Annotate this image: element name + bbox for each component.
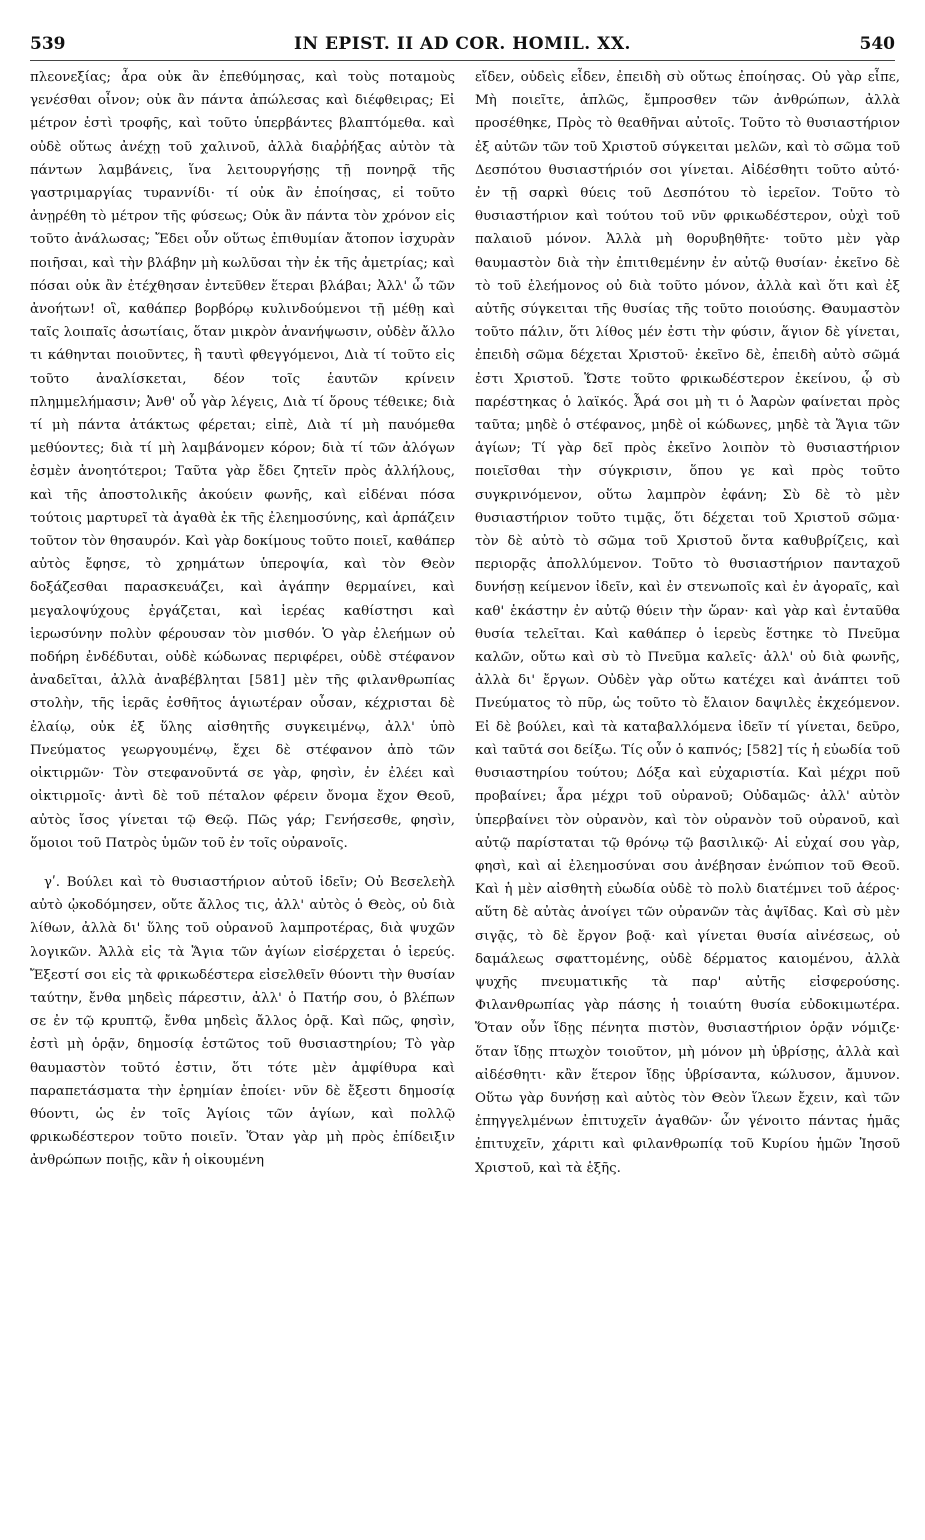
left-paragraph-2: γʹ. Βούλει καὶ τὸ θυσιαστήριον αὐτοῦ ἰδεῖν; Οὐ Βεσελεὴλ αὐτὸ ᾠκοδόμησεν, οὔτε ἄλλος τις, ἀλλ' αὐτὸς ὁ Θεὸς, οὐ διὰ λίθων, ἀλλὰ δι' ὕλης τοῦ οὐρανοῦ λαμπροτέρας, διὰ ψυχῶν λογικῶν. Ἀλλὰ εἰς τὰ Ἅγια τῶν ἁγίων εἰσέρχεται ὁ ἱερεύς. Ἔξεστί σοι εἰς τὰ φρικωδέστερα εἰσελθεῖν θύοντι τὴν θυσίαν ταύτην, ἔνθα μηδεὶς πάρεστιν, ἀλλ' ὁ Πατήρ σου, ὁ βλέπων σε ἐν τῷ κρυπτῷ, ἔνθα μηδεὶς ἄλλος ὁρᾷ. Καὶ πῶς, φησὶν, ἐστὶ μὴ ὁρᾷν, δημοσίᾳ ἑστῶτος τοῦ θυσιαστηρίου; Τὸ γὰρ θαυμαστὸν τοῦτό ἐστιν, ὅτι τότε μὲν ἀμφίθυρα καὶ παραπετάσματα τὴν ἐρημίαν ἐποίει· νῦν δὲ ἔξεστι δημοσίᾳ θύοντι, ὡς ἐν τοῖς Ἁγίοις τῶν ἁγίων, καὶ πολλῷ φρικωδέστερον τοῦτο ποιεῖν. Ὅταν γὰρ μὴ πρὸς ἐπίδειξιν ἀνθρώπων ποιῇς, κἂν ἡ οἰκουμένη	[30, 874, 455, 1169]
header-rule	[30, 60, 895, 61]
page-number-right: 540	[859, 34, 895, 54]
right-paragraph-1: εἴδεν, οὐδεὶς εἶδεν, ἐπειδὴ σὺ οὕτως ἐποίησας. Οὐ γὰρ εἶπε, Μὴ ποιεῖτε, ἁπλῶς, ἔμπροσθεν τῶν ἀνθρώπων, ἀλλὰ προσέθηκε, Πρὸς τὸ θεαθῆναι αὐτοῖς. Τοῦτο τὸ θυσιαστήριον ἐξ αὐτῶν τῶν τοῦ Χριστοῦ σύγκειται μελῶν, καὶ τὸ σῶμα τοῦ Δεσπότου θυσιαστήριόν σοι γίνεται. Αἰδέσθητι τοῦτο αὐτό· ἐν τῇ σαρκὶ θύεις τοῦ Δεσπότου τὸ ἱερεῖον. Τοῦτο τὸ θυσιαστήριον καὶ τούτου τοῦ νῦν φρικωδέστερον, οὐχὶ τοῦ παλαιοῦ μόνον. Ἀλλὰ μὴ θορυβηθῆτε· τοῦτο μὲν γὰρ θαυμαστὸν διὰ τὴν ἐπιτιθεμένην ἐν αὐτῷ θυσίαν· ἐκεῖνο δὲ τὸ τοῦ ἐλεήμονος οὐ διὰ τοῦτο μόνον, ἀλλὰ καὶ ὅτι καὶ ἐξ αὐτῆς σύγκειται τῆς θυσίας τῆς τοῦτο ποιούσης. Θαυμαστὸν τοῦτο πάλιν, ὅτι λίθος μέν ἐστι τὴν φύσιν, ἅγιον δὲ γίνεται, ἐπειδὴ σῶμα δέχεται Χριστοῦ· ἐκεῖνο δὲ, ἐπειδὴ αὐτὸ σῶμά ἐστι Χριστοῦ. Ὥστε τοῦτο φρικωδέστερον ἐκείνου, ᾧ σὺ παρέστηκας ὁ λαϊκός. Ἆρά σοι μὴ τι ὁ Ἀαρὼν φαίνεται πρὸς ταῦτα; μηδὲ ὁ στέφανος, μηδὲ οἱ κώδωνες, μηδὲ τὰ Ἅγια τῶν ἁγίων; Τί γὰρ δεῖ πρὸς ἐκεῖνο λοιπὸν τὸ θυσιαστήριον ποιεῖσθαι τὴν σύγκρισιν, ὅπου γε καὶ πρὸς τοῦτο συγκρινόμενον, οὕτω λαμπρὸν ἐφάνη; Σὺ δὲ τὸ μὲν θυσιαστήριον τοῦτο τιμᾷς, ὅτι δέχεται τοῦ Χριστοῦ σῶμα· τὸν δὲ αὐτὸ τὸ σῶμα τοῦ Χριστοῦ ὄντα καθυβρίζεις, καὶ περιορᾷς ἀπολλύμενον. Τοῦτο τὸ θυσιαστήριον πανταχοῦ δυνήσῃ κείμενον ἰδεῖν, καὶ ἐν στενωποῖς καὶ ἐν ἀγοραῖς, καὶ καθ' ἑκάστην ἐν αὐτῷ θύειν τὴν ὥραν· καὶ γὰρ καὶ ἐνταῦθα θυσία τελεῖται. Καὶ καθάπερ ὁ ἱερεὺς ἕστηκε τὸ Πνεῦμα καλῶν, οὕτω καὶ σὺ τὸ Πνεῦμα καλεῖς· ἀλλ' οὐ διὰ φωνῆς, ἀλλὰ δι' ἔργων. Οὐδὲν γὰρ οὕτω κατέχει καὶ ἀνάπτει τοῦ Πνεύματος τὸ πῦρ, ὡς τοῦτο τὸ ἔλαιον δαψιλὲς ἐκχεόμενον. Εἰ δὲ βούλει, καὶ τὰ καταβαλλόμενα ἰδεῖν τί γίνεται, δεῦρο, καὶ ταῦτά σοι δείξω. Τίς οὖν ὁ καπνός; [582] τίς ἡ εὐωδία τοῦ θυσιαστηρίου τούτου; Δόξα καὶ εὐχαριστία. Καὶ μέχρι ποῦ προβαίνει; ἆρα μέχρι τοῦ οὐρανοῦ; Οὐδαμῶς· ἀλλ' αὐτὸν ὑπερβαίνει τὸν οὐρανὸν, καὶ τὸν οὐρανὸν τοῦ οὐρανοῦ, καὶ αὐτῷ παρίσταται τῷ θρόνῳ τῷ βασιλικῷ· Αἱ εὐχαί σου γὰρ, φησὶ, καὶ αἱ ἐλεημοσύναι σου ἀνέβησαν ἐνώπιον τοῦ Θεοῦ. Καὶ ἡ μὲν αἰσθητὴ εὐωδία οὐδὲ τὸ πολὺ διατέμνει τοῦ ἀέρος· αὕτη δὲ αὐτὰς ἀνοίγει τῶν οὐρανῶν τὰς ἁψῖδας. Καὶ σὺ μὲν σιγᾷς, τὸ δὲ ἔργον βοᾷ· καὶ γίνεται θυσία αἰνέσεως, οὐ δαμάλεως σφαττομένης, οὐδὲ δέρματος καιομένου, ἀλλὰ ψυχῆς πνευματικῆς τὰ παρ' αὐτῆς εἰσφερούσης. Φιλανθρωπίας γὰρ πάσης ἡ τοιαύτη θυσία εὐδοκιμωτέρα. Ὅταν οὖν ἴδῃς πένητα πιστὸν, θυσιαστήριον ὁρᾷν νόμιζε· ὅταν ἴδῃς πτωχὸν τοιοῦτον, μὴ μόνον μὴ ὑβρίσῃς, ἀλλὰ καὶ αἰδέσθητι· κἂν ἕτερον ἴδῃς ὑβρίσαντα, κώλυσον, ἄμυνον. Οὕτω γὰρ δυνήσῃ καὶ αὐτὸς τὸν Θεὸν ἵλεων ἔχειν, καὶ τῶν ἐπηγγελμένων ἐπιτυχεῖν ἀγαθῶν· ὧν γένοιτο πάντας ἡμᾶς ἐπιτυχεῖν, χάριτι καὶ φιλανθρωπίᾳ τοῦ Κυρίου ἡμῶν Ἰησοῦ Χριστοῦ, καὶ τὰ ἑξῆς.	[475, 70, 900, 1176]
left-paragraph-1: πλεονεξίας; ἆρα οὐκ ἂν ἐπεθύμησας, καὶ τοὺς ποταμοὺς γενέσθαι οἶνον; οὐκ ἂν πάντα ἀπώλεσας καὶ διέφθειρας; Εἰ μέτρον ἐστὶ τροφῆς, καὶ τοῦτο ὑπερβάντες βλαπτόμεθα. καὶ οὐδὲ οὕτως ἀνέχῃ τοῦ χαλινοῦ, ἀλλὰ διαῤῥήξας αὐτὸν τὰ πάντων λαμβάνεις, ἵνα λειτουργήσῃς τῇ πονηρᾷ τῆς γαστριμαργίας τυραννίδι· τί οὐκ ἂν ἐποίησας, εἰ τοῦτο ἀνῃρέθη τὸ μέτρον τῆς φύσεως; Οὐκ ἂν πάντα τὸν χρόνον εἰς τοῦτο ἀνάλωσας; Ἔδει οὖν οὕτως ἐπιθυμίαν ἄτοπον ἰσχυρὰν ποιῆσαι, καὶ τὴν βλάβην μὴ κωλῦσαι τὴν ἐκ τῆς ἀμετρίας; καὶ πόσαι οὐκ ἂν ἐτέχθησαν ἐντεῦθεν ἕτεραι βλάβαι; Ἀλλ' ὦ τῶν ἀνοήτων! οἳ, καθάπερ βορβόρῳ κυλινδούμενοι τῇ μέθῃ καὶ ταῖς λοιπαῖς ἀσωτίαις, ὅταν μικρὸν ἀνανήψωσιν, οὐδὲν ἄλλο τι κάθηνται ποιοῦντες, ἢ ταυτὶ φθεγγόμενοι, Διὰ τί τοῦτο εἰς τοῦτο ἀναλίσκεται, δέον τοῖς ἑαυτῶν κρίνειν πλημμελήμασιν; Ἀνθ' οὗ γὰρ λέγεις, Διὰ τί ὅρους τέθεικε; διὰ τί μὴ πάντα ἀτάκτως φέρεται; εἰπὲ, Διὰ τί μὴ παυόμεθα μεθύοντες; διὰ τί μὴ λαμβάνομεν κόρον; διὰ τί τῶν ἀλόγων ἐσμὲν ἀνοητότεροι; Ταῦτα γὰρ ἔδει ζητεῖν πρὸς ἀλλήλους, καὶ τῆς ἀποστολικῆς ἀκούειν φωνῆς, καὶ εἰδέναι πόσα τούτοις μαρτυρεῖ τὰ ἀγαθὰ ἐκ τῆς ἐλεημοσύνης, καὶ ἁρπάζειν τοῦτον τὸν θησαυρόν. Καὶ γὰρ δοκίμους τοῦτο ποιεῖ, καθάπερ αὐτὸς ἔφησε, τὸ χρημάτων ὑπεροψία, καὶ τὸν Θεὸν δοξάζεσθαι παρασκευάζει, καὶ ἀγάπην θερμαίνει, καὶ μεγαλοψύχους ἐργάζεται, καὶ ἱερέας καθίστησι καὶ ἱερωσύνην πολὺν φέρουσαν τὸν μισθόν. Ὁ γὰρ ἐλεήμων οὐ ποδήρη ἐνδέδυται, οὐδὲ κώδωνας περιφέρει, οὐδὲ στέφανον ἀναδεῖται, ἀλλὰ ἀναβέβληται [581] μὲν τῆς φιλανθρωπίας στολὴν, τῆς ἱερᾶς ἐσθῆτος ἁγιωτέραν οὖσαν, κέχρισται δὲ ἐλαίῳ, οὐκ ἐξ ὕλης αἰσθητῆς συγκειμένῳ, ἀλλ' ὑπὸ Πνεύματος γεωργουμένῳ, ἔχει δὲ στέφανον ἀπὸ τῶν οἰκτιρμῶν· Τὸν στεφανοῦντά σε γὰρ, φησὶν, ἐν ἐλέει καὶ οἰκτιρμοῖς· ἀντὶ δὲ τοῦ πέταλον φέρειν ὄνομα ἔχον Θεοῦ, αὐτὸς ἴσος γίνεται τῷ Θεῷ. Πῶς γάρ; Γενήσεσθε, φησὶν, ὅμοιοι τοῦ Πατρὸς ὑμῶν τοῦ ἐν τοῖς οὐρανοῖς.	[30, 70, 455, 851]
left-column	[30, 66, 455, 1173]
running-title: IN EPIST. II AD COR. HOMIL. XX.	[294, 34, 631, 54]
right-column	[475, 66, 900, 1180]
page-number-left: 539	[30, 34, 66, 54]
page-header	[30, 34, 895, 56]
